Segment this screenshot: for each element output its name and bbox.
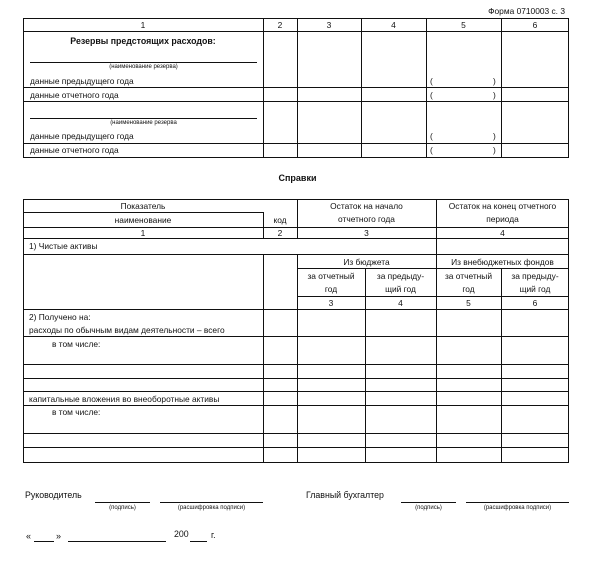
signature-hint: (подпись) <box>109 505 136 511</box>
including-label: в том числе: <box>52 407 101 417</box>
including-label: в том числе: <box>52 339 101 349</box>
head-label: Руководитель <box>25 490 82 500</box>
col-number-1: 1 <box>140 228 146 238</box>
paren-close: ) <box>493 145 496 155</box>
header-name: наименование <box>114 215 172 225</box>
header-indicator: Показатель <box>120 201 166 211</box>
row-prev-year: данные предыдущего года <box>30 131 134 141</box>
row-prev-year: данные предыдущего года <box>30 76 134 86</box>
col-number-6: 6 <box>532 20 538 30</box>
subheader-off-budget: Из внебюджетных фондов <box>451 257 554 267</box>
paren-open: ( <box>430 76 433 86</box>
subheader-report-year: за отчетный <box>307 271 355 281</box>
reserves-title: Резервы предстоящих расходов: <box>70 36 216 46</box>
signature-hint: (подпись) <box>415 505 442 511</box>
decoding-hint: (расшифровка подписи) <box>483 505 552 511</box>
received-label: 2) Получено на: <box>29 312 91 322</box>
reserve-name-hint: (наименование резерва) <box>109 64 178 70</box>
date-year-suffix: г. <box>211 530 216 540</box>
row-report-year: данные отчетного года <box>30 145 119 155</box>
col-number-5: 5 <box>466 298 471 308</box>
subheader-prev-year: за предыду- <box>511 271 559 281</box>
ordinary-expenses-label: расходы по обычным видам деятельности – всего <box>29 325 225 335</box>
col-number-3: 3 <box>364 228 369 238</box>
capital-investments-label: капитальные вложения во внеоборотные активы <box>29 394 220 404</box>
section-title: Справки <box>278 173 317 183</box>
header-start-balance: Остаток на начало <box>330 201 403 211</box>
subheader-budget: Из бюджета <box>343 257 390 267</box>
subheader-report-year-2: год <box>324 284 338 294</box>
net-assets-label: 1) Чистые активы <box>29 241 98 251</box>
subheader-prev-year-2: щий год <box>385 284 416 294</box>
col-number-5: 5 <box>461 20 466 30</box>
col-number-3: 3 <box>328 298 334 308</box>
paren-close: ) <box>493 76 496 86</box>
header-start-balance-2: отчетного года <box>338 214 395 224</box>
subheader-prev-year: за предыду- <box>376 271 425 281</box>
chief-accountant-label: Главный бухгалтер <box>306 490 384 500</box>
date-quote-open: « <box>26 531 32 541</box>
reserve-name-hint: (наименование резерва <box>110 120 177 126</box>
paren-close: ) <box>493 131 496 141</box>
subheader-report-year: за отчетный <box>444 271 493 281</box>
date-year-prefix: 200 <box>174 529 189 539</box>
paren-open: ( <box>430 145 433 155</box>
col-number-2: 2 <box>277 20 283 30</box>
paren-open: ( <box>430 131 433 141</box>
col-number-4: 4 <box>398 298 403 308</box>
paren-open: ( <box>430 90 433 100</box>
subheader-report-year-2: год <box>462 284 475 294</box>
header-code: код <box>273 215 287 225</box>
row-report-year: данные отчетного года <box>30 90 119 100</box>
date-quote-close: » <box>56 531 62 541</box>
paren-close: ) <box>493 90 496 100</box>
col-number-3: 3 <box>326 20 332 30</box>
col-number-6: 6 <box>532 298 538 308</box>
header-end-balance: Остаток на конец отчетного <box>448 201 557 211</box>
decoding-hint: (расшифровка подписи) <box>177 505 246 511</box>
subheader-prev-year-2: щий год <box>519 284 551 294</box>
header-end-balance-2: периода <box>486 214 519 224</box>
form-number: Форма 0710003 с. 3 <box>488 6 565 16</box>
col-number-1: 1 <box>140 20 146 30</box>
col-number-4: 4 <box>391 20 396 30</box>
col-number-2: 2 <box>277 228 283 238</box>
col-number-4: 4 <box>500 228 505 238</box>
